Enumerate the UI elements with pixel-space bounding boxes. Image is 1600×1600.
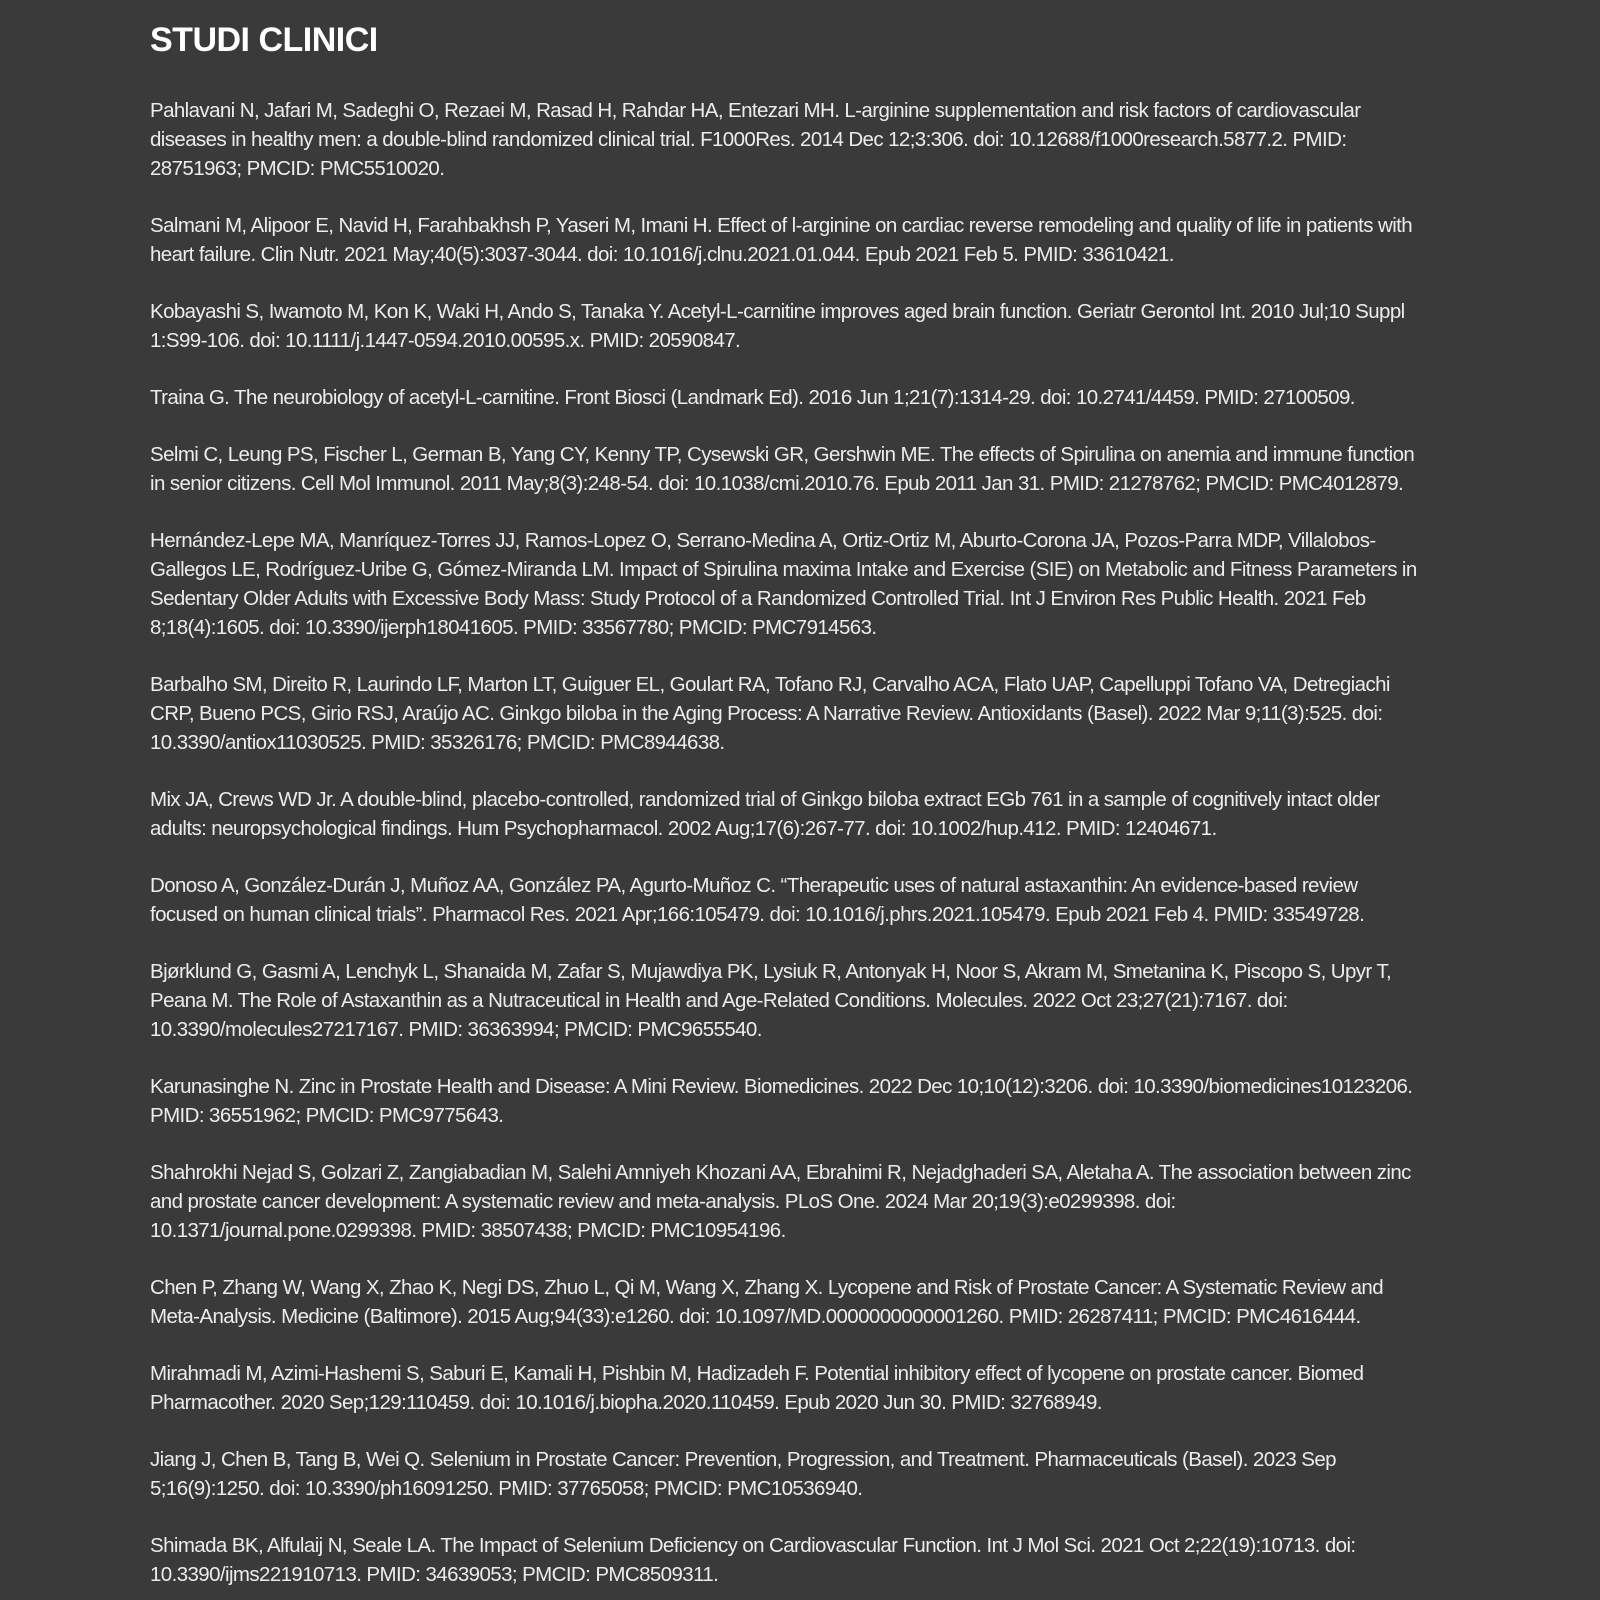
reference-item: Chen P, Zhang W, Wang X, Zhao K, Negi DS, Zhuo L, Qi M, Wang X, Zhang X. Lycopene and Risk of Prostate Cancer: A Systematic Review and Meta-Analysis. Medicine (Baltimore). 2015 Aug;94(33):e1260. doi: 10.1097/MD.0000000000001260. PMID: 26287411; PMCID: PMC4616444. <box>150 1276 1384 1328</box>
reference-item: Karunasinghe N. Zinc in Prostate Health and Disease: A Mini Review. Biomedicines. 2022 Dec 10;10(12):3206. doi: 10.3390/biomedicines10123206. PMID: 36551962; PMCID: PMC9775643. <box>150 1075 1413 1127</box>
reference-item: Bjørklund G, Gasmi A, Lenchyk L, Shanaida M, Zafar S, Mujawdiya PK, Lysiuk R, Antonyak H, Noor S, Akram M, Smetanina K, Piscopo S, Upyr T, Peana M. The Role of Astaxanthin as a Nutraceutical in Health and Age-Related Conditions. Molecules. 2022 Oct 23;27(21):7167. doi: 10.3390/molecules27217167. PMID: 36363994; PMCID: PMC9655540. <box>150 960 1392 1041</box>
reference-item: Shimada BK, Alfulaij N, Seale LA. The Impact of Selenium Deficiency on Cardiovascular Function. Int J Mol Sci. 2021 Oct 2;22(19):10713. doi: 10.3390/ijms221910713. PMID: 34639053; PMCID: PMC8509311. <box>150 1534 1356 1586</box>
reference-item: Traina G. The neurobiology of acetyl-L-carnitine. Front Biosci (Landmark Ed). 2016 Jun 1;21(7):1314-29. doi: 10.2741/4459. PMID: 27100509. <box>150 386 1355 409</box>
reference-item: Selmi C, Leung PS, Fischer L, German B, Yang CY, Kenny TP, Cysewski GR, Gershwin ME. The effects of Spirulina on anemia and immune function in senior citizens. Cell Mol Immunol. 2011 May;8(3):248-54. doi: 10.1038/cmi.2010.76. Epub 2011 Jan 31. PMID: 21278762; PMCID: PMC4012879. <box>150 443 1415 495</box>
reference-item: Donoso A, González-Durán J, Muñoz AA, González PA, Agurto-Muñoz C. “Therapeutic uses of natural astaxanthin: An evidence-based review focused on human clinical trials”. Pharmacol Res. 2021 Apr;166:105479. doi: 10.1016/j.phrs.2021.105479. Epub 2021 Feb 4. PMID: 33549728. <box>150 874 1365 926</box>
reference-item: Jiang J, Chen B, Tang B, Wei Q. Selenium in Prostate Cancer: Prevention, Progression, and Treatment. Pharmaceuticals (Basel). 2023 Sep 5;16(9):1250. doi: 10.3390/ph16091250. PMID: 37765058; PMCID: PMC10536940. <box>150 1448 1336 1500</box>
reference-item: Salmani M, Alipoor E, Navid H, Farahbakhsh P, Yaseri M, Imani H. Effect of l-arginine on cardiac reverse remodeling and quality of life in patients with heart failure. Clin Nutr. 2021 May;40(5):3037-3044. doi: 10.1016/j.clnu.2021.01.044. Epub 2021 Feb 5. PMID: 33610421. <box>150 214 1413 266</box>
reference-item: Hernández-Lepe MA, Manríquez-Torres JJ, Ramos-Lopez O, Serrano-Medina A, Ortiz-Ortiz M, Aburto-Corona JA, Pozos-Parra MDP, Villalobos-Gallegos LE, Rodríguez-Uribe G, Gómez-Miranda LM. Impact of Spirulina maxima Intake and Exercise (SIE) on Metabolic and Fitness Parameters in Sedentary Older Adults with Excessive Body Mass: Study Protocol of a Randomized Controlled Trial. Int J Environ Res Public Health. 2021 Feb 8;18(4):1605. doi: 10.3390/ijerph18041605. PMID: 33567780; PMCID: PMC7914563. <box>150 529 1417 639</box>
reference-item: Mirahmadi M, Azimi-Hashemi S, Saburi E, Kamali H, Pishbin M, Hadizadeh F. Potential inhibitory effect of lycopene on prostate cancer. Biomed Pharmacother. 2020 Sep;129:110459. doi: 10.1016/j.biopha.2020.110459. Epub 2020 Jun 30. PMID: 32768949. <box>150 1362 1364 1414</box>
reference-item: Barbalho SM, Direito R, Laurindo LF, Marton LT, Guiguer EL, Goulart RA, Tofano RJ, Carvalho ACA, Flato UAP, Capelluppi Tofano VA, Detregiachi CRP, Bueno PCS, Girio RSJ, Araújo AC. Ginkgo biloba in the Aging Process: A Narrative Review. Antioxidants (Basel). 2022 Mar 9;11(3):525. doi: 10.3390/antiox11030525. PMID: 35326176; PMCID: PMC8944638. <box>150 673 1390 754</box>
page-title: STUDI CLINICI <box>150 21 378 59</box>
reference-item: Shahrokhi Nejad S, Golzari Z, Zangiabadian M, Salehi Amniyeh Khozani AA, Ebrahimi R, Nejadghaderi SA, Aletaha A. The association between zinc and prostate cancer development: A systematic review and meta-analysis. PLoS One. 2024 Mar 20;19(3):e0299398. doi: 10.1371/journal.pone.0299398. PMID: 38507438; PMCID: PMC10954196. <box>150 1161 1411 1242</box>
reference-item: Mix JA, Crews WD Jr. A double-blind, placebo-controlled, randomized trial of Ginkgo biloba extract EGb 761 in a sample of cognitively intact older adults: neuropsychological findings. Hum Psychopharmacol. 2002 Aug;17(6):267-77. doi: 10.1002/hup.412. PMID: 12404671. <box>150 788 1380 840</box>
reference-item: Pahlavani N, Jafari M, Sadeghi O, Rezaei M, Rasad H, Rahdar HA, Entezari MH. L-arginine supplementation and risk factors of cardiovascular diseases in healthy men: a double-blind randomized clinical trial. F1000Res. 2014 Dec 12;3:306. doi: 10.12688/f1000research.5877.2. PMID: 28751963; PMCID: PMC5510020. <box>150 99 1361 180</box>
reference-list <box>150 96 1430 1589</box>
reference-item: Kobayashi S, Iwamoto M, Kon K, Waki H, Ando S, Tanaka Y. Acetyl-L-carnitine improves aged brain function. Geriatr Gerontol Int. 2010 Jul;10 Suppl 1:S99-106. doi: 10.1111/j.1447-0594.2010.00595.x. PMID: 20590847. <box>150 300 1405 352</box>
